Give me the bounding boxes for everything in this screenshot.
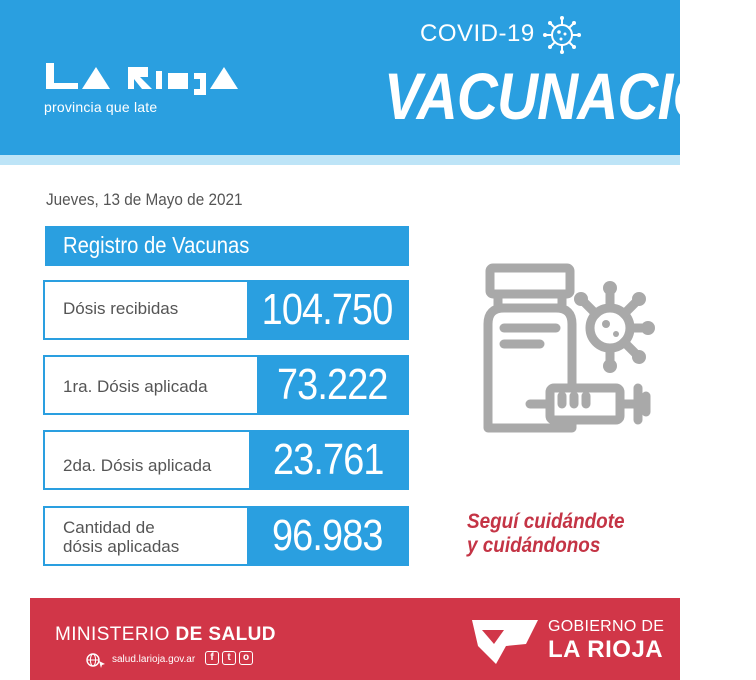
- website-link[interactable]: salud.larioja.gov.ar: [112, 654, 196, 665]
- la-rioja-map-icon: [470, 616, 540, 666]
- footer-banner: [30, 598, 680, 680]
- covid-label: COVID-19: [420, 20, 535, 47]
- stat-value: 96.983: [247, 508, 407, 564]
- twitter-icon[interactable]: t: [222, 651, 236, 665]
- slogan-line1: Seguí cuidándote: [467, 510, 625, 533]
- stat-label: 1ra. Dósis aplicada: [63, 377, 208, 396]
- gobierno-label: GOBIERNO DE: [548, 618, 665, 635]
- stat-value: 104.750: [247, 282, 407, 338]
- stat-value: 23.761: [249, 432, 407, 488]
- gobierno-name: LA RIOJA: [548, 636, 664, 663]
- registro-header: [45, 226, 409, 266]
- facebook-icon[interactable]: f: [205, 651, 219, 665]
- stat-label-line1: Cantidad de: [63, 518, 155, 537]
- la-rioja-logo: [44, 55, 244, 125]
- stat-label: [63, 518, 179, 556]
- instagram-icon[interactable]: o: [239, 651, 253, 665]
- stat-row-primera-dosis: [43, 355, 409, 415]
- logo-tagline: provincia que late: [44, 99, 158, 115]
- social-icons: [205, 651, 253, 665]
- stat-label-line2: dósis aplicadas: [63, 537, 180, 556]
- stat-row-segunda-dosis: [43, 430, 409, 490]
- stat-label: 2da. Dósis aplicada: [63, 456, 212, 475]
- stat-label: Dósis recibidas: [63, 299, 179, 318]
- slogan-line2: y cuidándonos: [467, 534, 601, 557]
- stat-row-total-aplicadas: [43, 506, 409, 566]
- slogan: [467, 510, 625, 558]
- header-divider: [0, 155, 680, 165]
- vaccine-vial-syringe-icon: [470, 258, 660, 438]
- page-title: VACUNACIÓN: [384, 59, 756, 133]
- header-banner: [0, 0, 756, 155]
- stat-row-dosis-recibidas: [43, 280, 409, 340]
- ministerio-label: MINISTERIO DE SALUD: [55, 624, 276, 645]
- la-rioja-logo-mark: [44, 55, 244, 97]
- globe-cursor-icon: [85, 652, 107, 668]
- registro-title: Registro de Vacunas: [63, 232, 250, 258]
- virus-icon: [542, 15, 582, 55]
- report-date: Jueves, 13 de Mayo de 2021: [46, 190, 243, 209]
- stat-value: 73.222: [257, 357, 407, 413]
